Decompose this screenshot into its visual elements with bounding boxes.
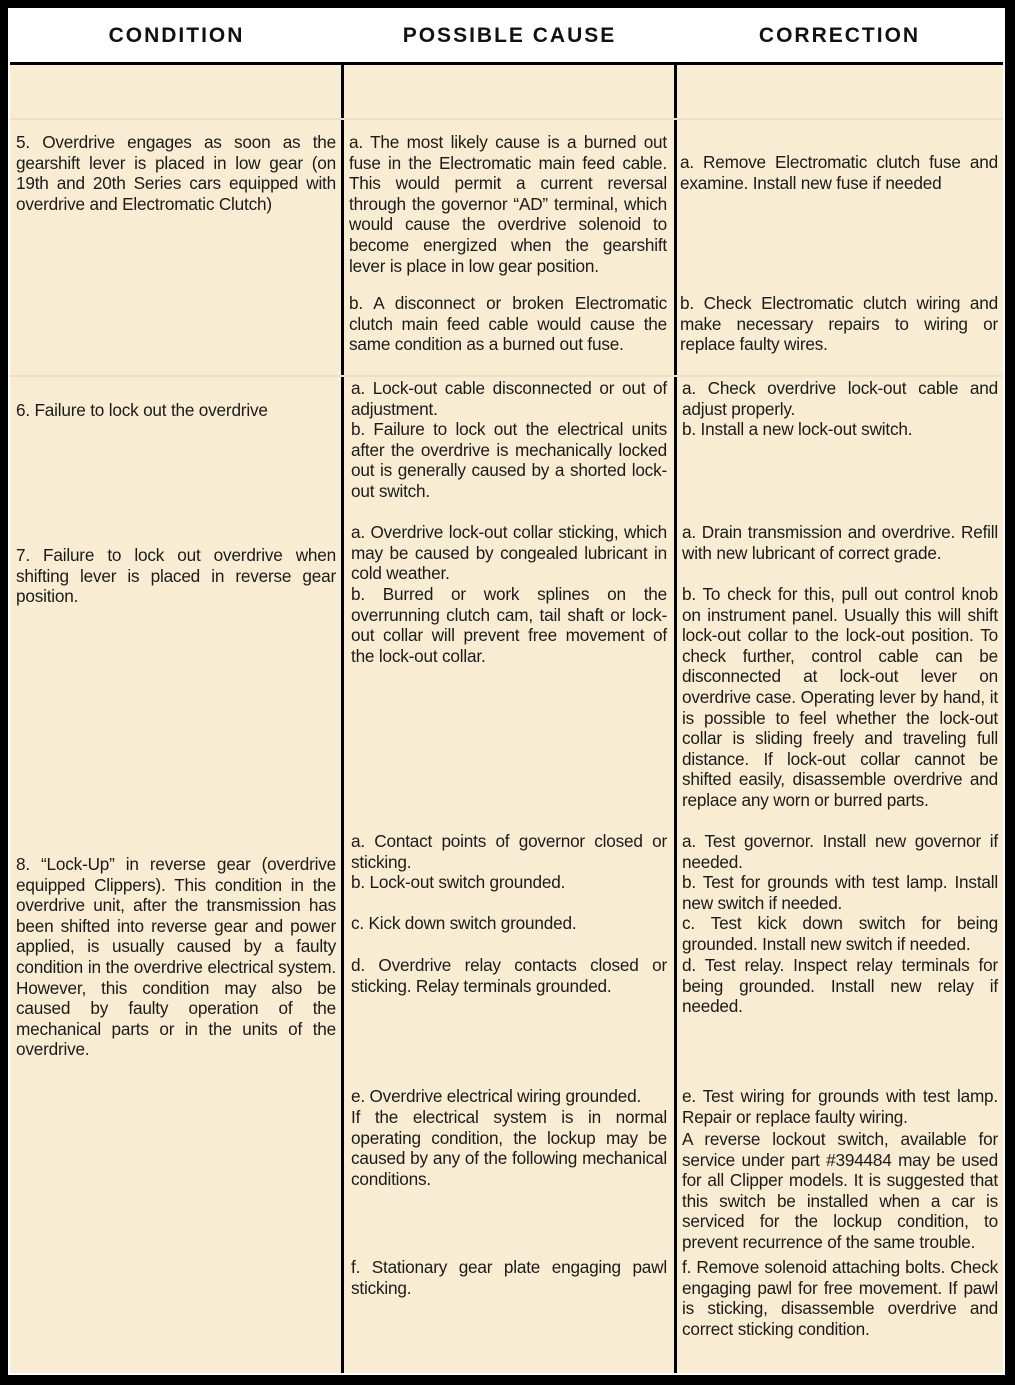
row8-correction-f: f. Remove solenoid attaching bolts. Check engaging pawl for free movement. If pawl is sticking, disassemble overdrive and correct sticking condition. — [682, 1257, 998, 1339]
row5-cause-b: b. A disconnect or broken Electromatic clutch main feed cable would cause the same condition as a burned out fuse. — [349, 293, 667, 355]
row6-condition: 6. Failure to lock out the overdrive — [16, 400, 268, 420]
column-divider-1 — [341, 62, 344, 1373]
troubleshooting-table — [8, 8, 1005, 1375]
row6-cause-a: a. Lock-out cable disconnected or out of adjustment. — [351, 378, 667, 419]
row7-correction-b: b. To check for this, pull out control knob on instrument panel. Usually this will shift lock-out collar to the lock-out position. To check further, control cable can be disconnected at lock-out lever on overdrive case. Operating lever by hand, it is possible to feel whether the lock-out collar is sliding freely and traveling full distance. If lock-out collar cannot be shifted easily, disassemble overdrive and replace any worn or burred parts. — [682, 584, 998, 810]
header-cause: POSSIBLE CAUSE — [402, 24, 617, 47]
row7-correction-a: a. Drain transmission and overdrive. Refill with new lubricant of correct grade. — [682, 522, 998, 563]
row8-correction-c: c. Test kick down switch for being grounded. Install new switch if needed. — [682, 913, 998, 954]
table-header — [10, 10, 1003, 65]
row-divider — [10, 118, 1003, 120]
column-divider-2 — [674, 62, 677, 1373]
row8-condition: 8. “Lock-Up” in reverse gear (overdrive equipped Clippers). This condition in the overdrive unit, after the transmission has been shifted into reverse gear and power applied, is usually caused by a faulty condition in the overdrive electrical system. However, this condition may also be caused by faulty operation of the mechanical parts or in the units of the overdrive. — [16, 854, 336, 1060]
row8-cause-c: c. Kick down switch grounded. — [351, 913, 577, 933]
row5-cause-a: a. The most likely cause is a burned out fuse in the Electromatic main feed cable. This would permit a current reversal through the governor “AD” terminal, which would cause the overdrive solenoid to become energized when the gearshift lever is place in low gear position. — [349, 132, 667, 276]
row8-correction-a: a. Test governor. Install new governor if needed. — [682, 831, 998, 872]
row5-correction-a: a. Remove Electromatic clutch fuse and examine. Install new fuse if needed — [680, 152, 998, 193]
row6-correction-a: a. Check overdrive lock-out cable and adjust properly. — [682, 378, 998, 419]
row7-condition: 7. Failure to lock out overdrive when shifting lever is placed in reverse gear position. — [16, 545, 336, 607]
row5-condition: 5. Overdrive engages as soon as the gearshift lever is placed in low gear (on 19th and 20th Series cars equipped with overdrive and Electromatic Clutch) — [16, 132, 336, 214]
row8-correction-b: b. Test for grounds with test lamp. Install new switch if needed. — [682, 872, 998, 913]
row8-cause-d: d. Overdrive relay contacts closed or sticking. Relay terminals grounded. — [351, 955, 667, 996]
row7-cause-b: b. Burred or work splines on the overrunning clutch cam, tail shaft or lock-out collar will prevent free movement of the lock-out collar. — [351, 584, 667, 666]
row8-cause-a: a. Contact points of governor closed or sticking. — [351, 831, 667, 872]
header-correction: CORRECTION — [758, 24, 921, 47]
row8-cause-e-note: If the electrical system is in normal operating condition, the lockup may be caused by any of the following mechanical conditions. — [351, 1107, 667, 1189]
row8-correction-e: e. Test wiring for grounds with test lamp. Repair or replace faulty wiring. — [682, 1086, 998, 1127]
row7-cause-a: a. Overdrive lock-out collar sticking, which may be caused by congealed lubricant in cold weather. — [351, 522, 667, 584]
row6-cause-b: b. Failure to lock out the electrical units after the overdrive is mechanically locked out is generally caused by a shorted lock-out switch. — [351, 419, 667, 501]
row6-correction-b: b. Install a new lock-out switch. — [682, 419, 913, 439]
row8-cause-f: f. Stationary gear plate engaging pawl sticking. — [351, 1257, 667, 1298]
row5-correction-b: b. Check Electromatic clutch wiring and make necessary repairs to wiring or replace faulty wires. — [680, 293, 998, 355]
row8-cause-b: b. Lock-out switch grounded. — [351, 872, 566, 892]
header-condition: CONDITION — [108, 24, 245, 47]
row8-cause-e: e. Overdrive electrical wiring grounded. — [351, 1086, 642, 1106]
row8-correction-e-note: A reverse lockout switch, available for service under part #394484 may be used for all Clipper models. It is suggested that this switch be installed when a car is serviced for the lockup condition, to prevent recurrence of the same trouble. — [682, 1129, 998, 1252]
row8-correction-d: d. Test relay. Inspect relay terminals for being grounded. Install new relay if needed. — [682, 955, 998, 1017]
row-divider — [10, 375, 1003, 377]
